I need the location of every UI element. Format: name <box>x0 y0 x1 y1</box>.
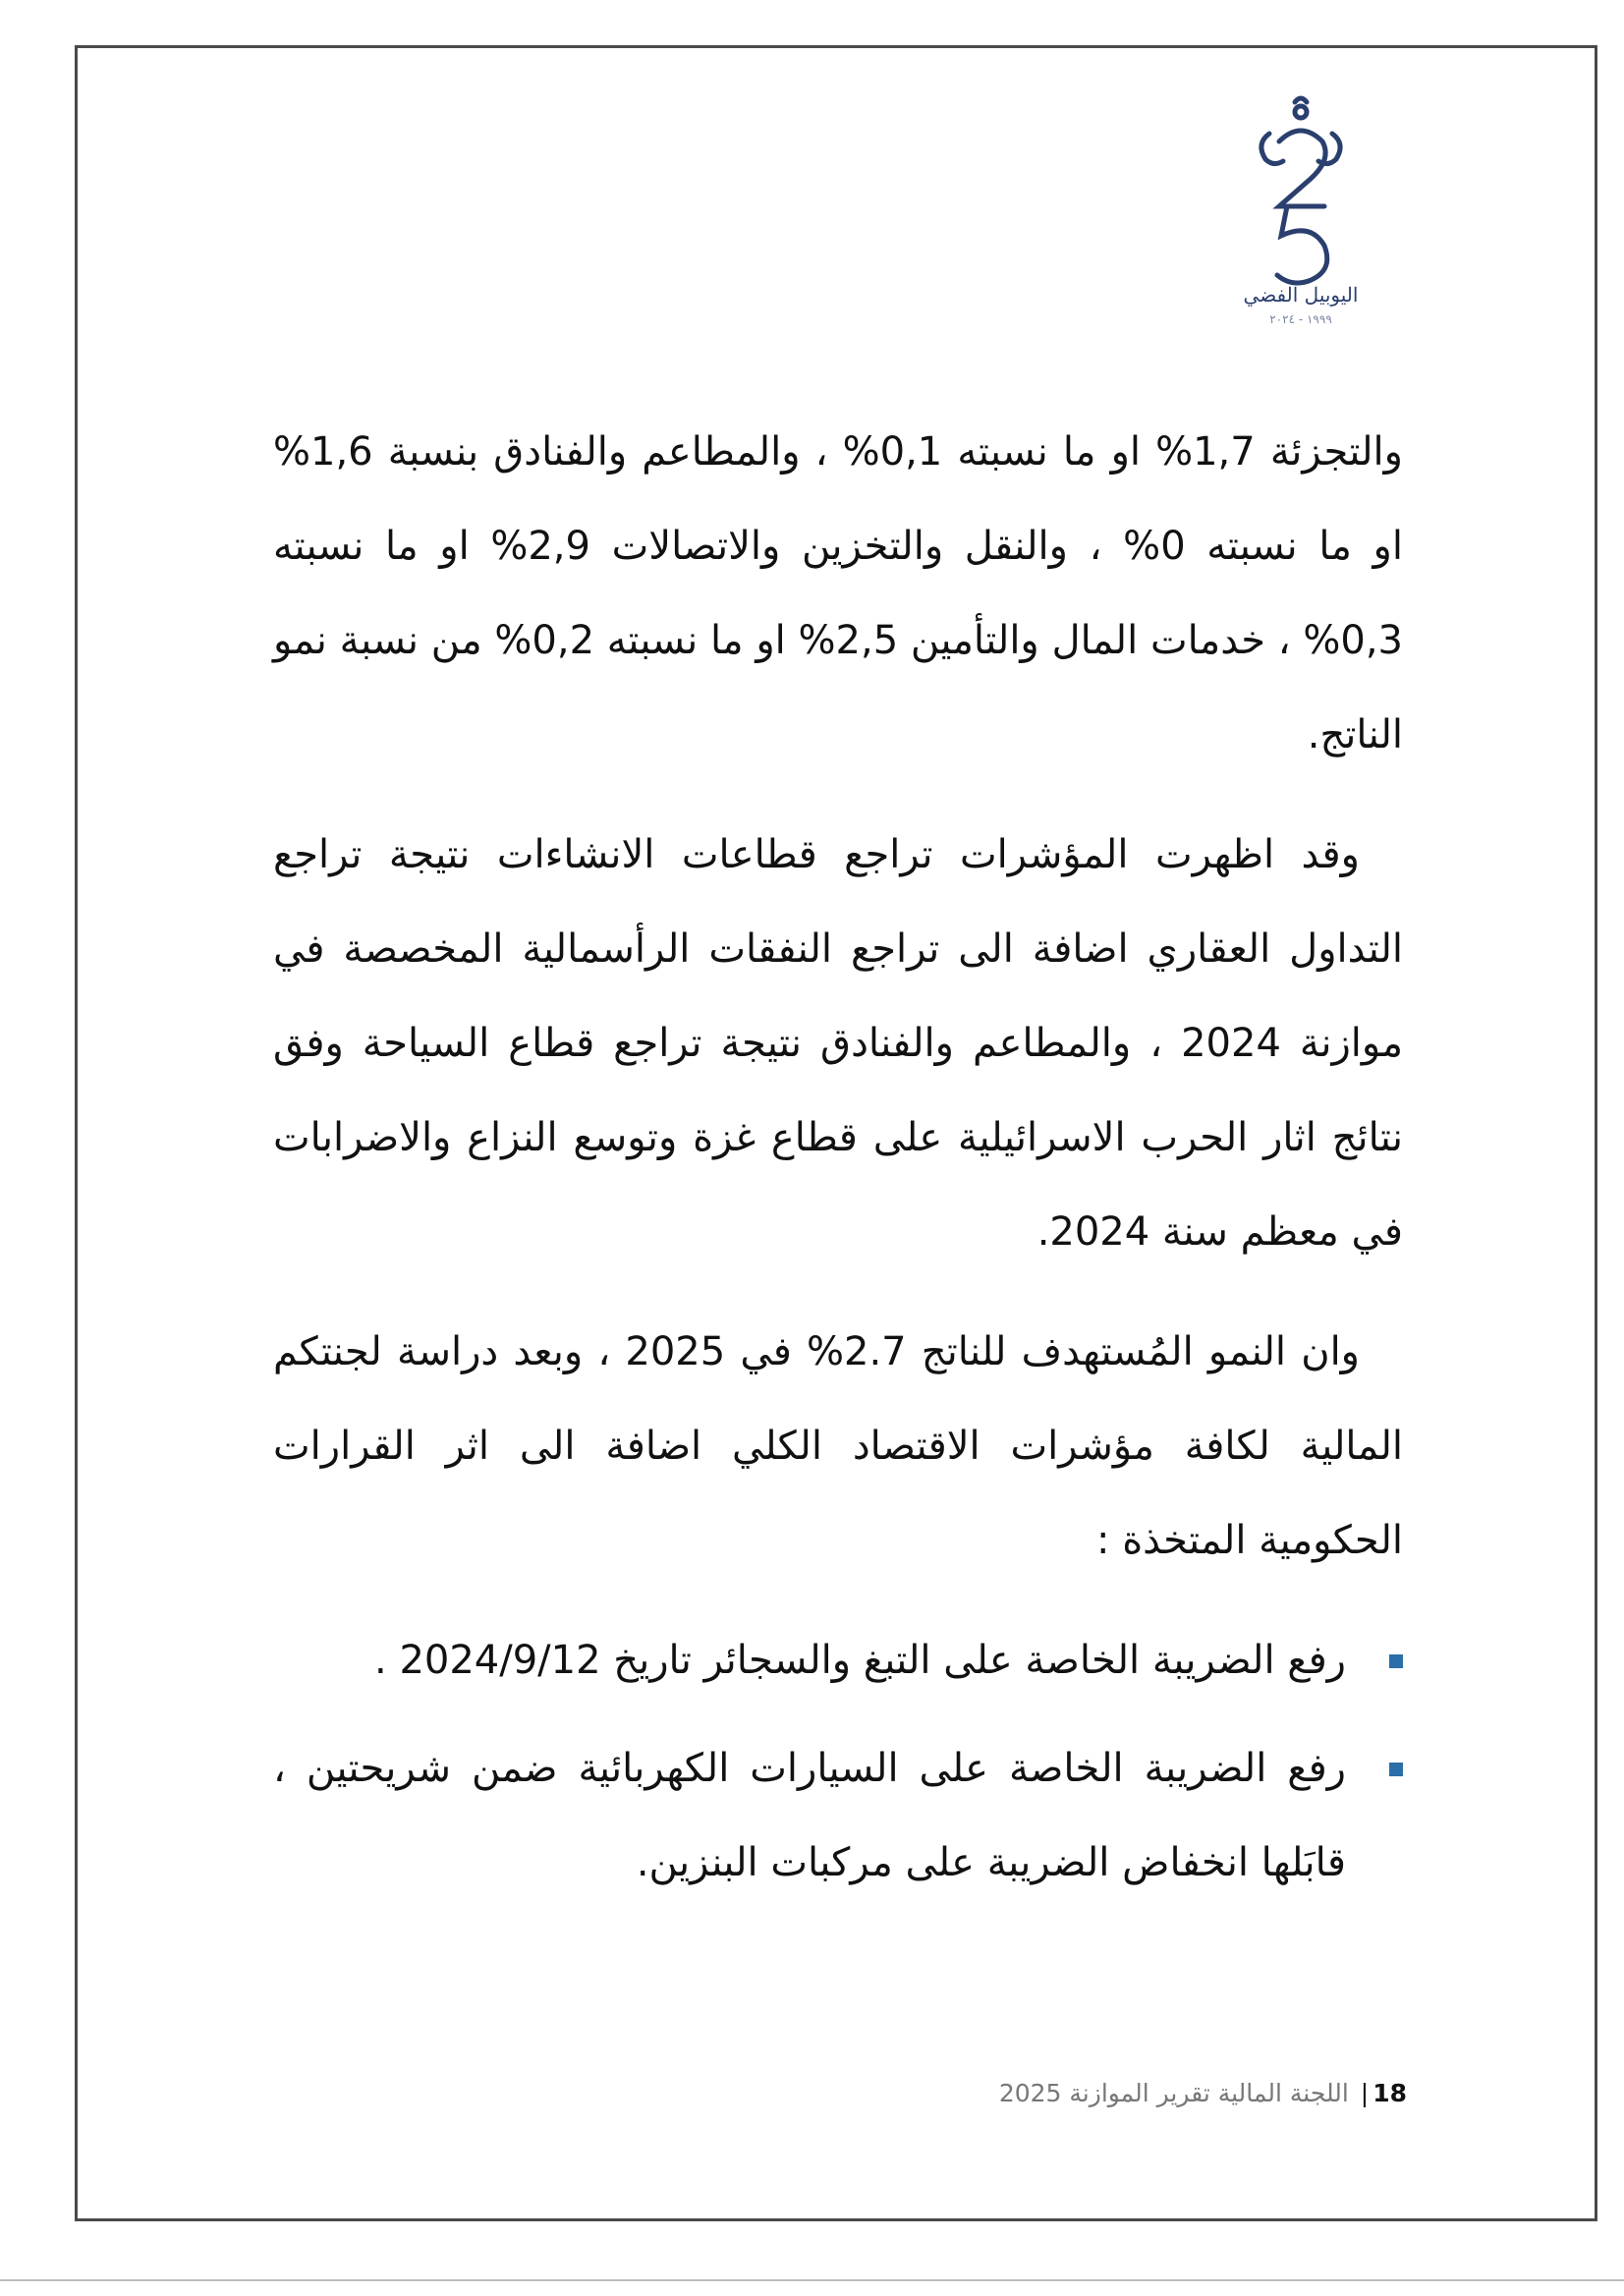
page-number: 18 <box>1372 2079 1407 2107</box>
list-item-text: رفع الضريبة الخاصة على التبغ والسجائر تاريخ 2024/9/12 . <box>374 1638 1346 1683</box>
list-item-text: رفع الضريبة الخاصة على السيارات الكهربائية ضمن شريحتين ، قابَلها انخفاض الضريبة على مركبات البنزين. <box>273 1746 1346 1885</box>
paragraph-target-growth: وان النمو المُستهدف للناتج 2.7% في 2025 ، وبعد دراسة لجنتكم المالية لكافة مؤشرات الاقتصاد الكلي اضافة الى اثر القرارات الحكومية المتخذة : <box>273 1329 1403 1563</box>
paragraph-sector-growth: والتجزئة 1,7% او ما نسبته 0,1% ، والمطاعم والفنادق بنسبة 1,6% او ما نسبته 0% ، والنقل والتخزين والاتصالات 2,9% او ما نسبته 0,3% ، خدمات المال والتأمين 2,5% او ما نسبته 0,2% من نسبة نمو الناتج. <box>273 429 1404 757</box>
square-bullet-icon <box>1389 1763 1403 1776</box>
government-decisions-list <box>273 1613 1403 1910</box>
page-footer <box>707 2079 1407 2107</box>
footer-title: اللجنة المالية تقرير الموازنة 2025 <box>998 2079 1349 2107</box>
silver-jubilee-logo <box>1240 90 1362 340</box>
square-bullet-icon <box>1389 1654 1403 1668</box>
paragraph-indicators: وقد اظهرت المؤشرات تراجع قطاعات الانشاءات نتيجة تراجع التداول العقاري اضافة الى تراجع النفقات الرأسمالية المخصصة في موازنة 2024 ، والمطاعم والفنادق نتيجة تراجع قطاع السياحة وفق نتائج اثار الحرب الاسرائيلية على قطاع غزة وتوسع النزاع والاضرابات في معظم سنة 2024. <box>273 832 1403 1255</box>
footer-separator: | <box>1360 2079 1370 2107</box>
list-item <box>273 1613 1403 1708</box>
list-item <box>273 1721 1403 1910</box>
bottom-rule <box>0 2279 1624 2281</box>
logo-years: ١٩٩٩ - ٢٠٢٤ <box>1269 312 1332 326</box>
report-body <box>273 405 1403 1924</box>
logo-caption: اليوبيل الفضي <box>1243 283 1359 307</box>
